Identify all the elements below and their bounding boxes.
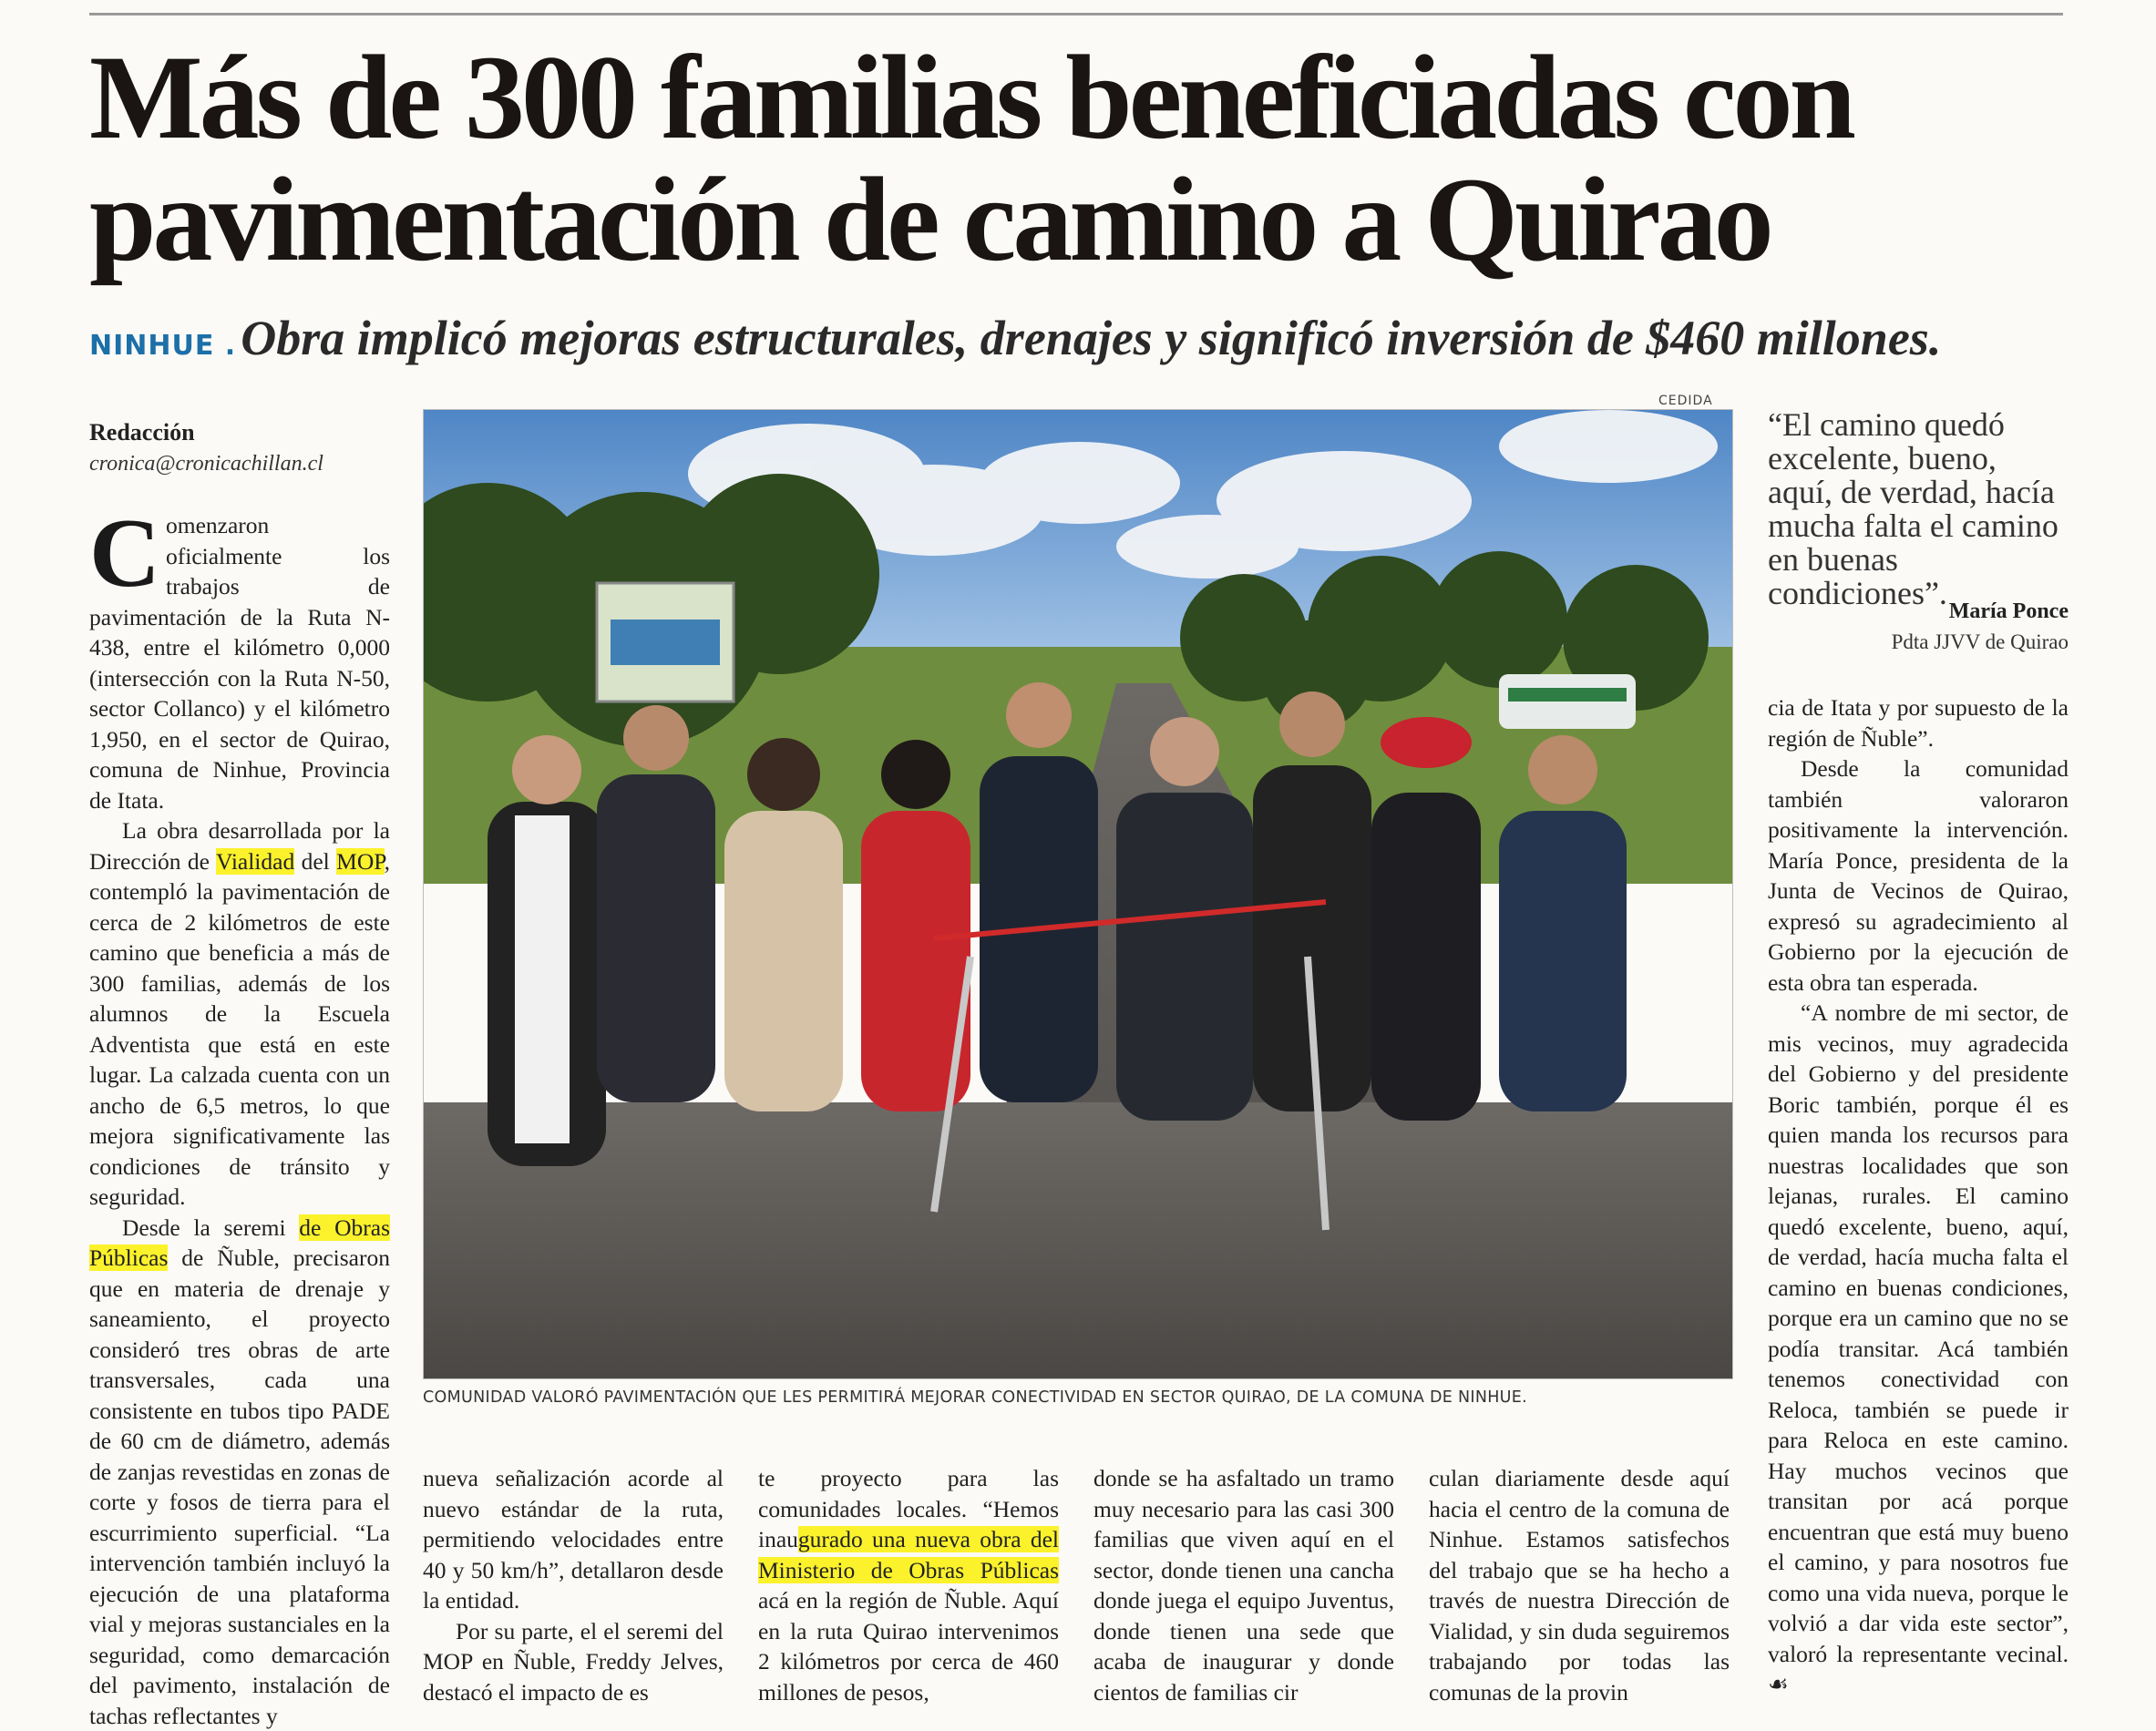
highlight-ministerio: gurado una nueva obra del Ministerio de Obras Públicas <box>758 1526 1059 1583</box>
byline-email[interactable]: cronica@cronicachillan.cl <box>89 452 399 476</box>
top-rule <box>89 13 2063 15</box>
column-3 <box>758 1463 1059 1707</box>
byline-name: Redacción <box>89 419 399 446</box>
highlight-obras-publicas: de Obras Públicas <box>89 1214 390 1272</box>
pull-quote: “El camino quedó excelente, bueno, aquí, de verdad, hacía mucha falta el camino en buenas condiciones”. <box>1768 408 2069 610</box>
pull-quote-role: Pdta JJVV de Quirao <box>1768 630 2069 654</box>
dek: Obra implicó mejoras estructurales, drenajes y significó inversión de $460 millones. <box>241 311 1941 365</box>
byline <box>89 419 399 476</box>
column-4 <box>1093 1463 1394 1707</box>
paragraph-c4-1: donde se ha asfaltado un tramo muy necesario para las casi 300 familias que viven aquí en el sector, donde tienen una cancha donde juega el equipo Juventus, donde tienen una sede que acaba de inaugurar y donde cientos de familias cir <box>1093 1463 1394 1707</box>
photo-illustration <box>424 410 1732 1378</box>
pull-quote-name: María Ponce <box>1768 599 2069 624</box>
paragraph-3: Desde la seremi de Obras Públicas de Ñuble, precisaron que en materia de drenaje y saneamiento, el proyecto consideró tres obras de arte transversales, cada una consistente en tubos tipo PADE de 60 cm de diámetro, además de zanjas revestidas en zonas de corte y fosos de tierra para el escurrimiento superficial. “La intervención también incluyó la ejecución de una plataforma vial y mejoras sustanciales en la seguridad, como demarcación del pavimento, instalación de tachas reflectantes y <box>89 1213 390 1731</box>
paragraph-1: Comenzaron oficialmente los trabajos de pavimentación de la Ruta N-438, entre el kilómetro 0,000 (intersección con la Ruta N-50, sector Collanco) y el kilómetro 1,950, en el sector de Quirao, comuna de Ninhue, Provincia de Itata. <box>89 510 390 815</box>
paragraph-c6-1: cia de Itata y por supuesto de la región de Ñuble”. <box>1768 692 2069 753</box>
column-1 <box>89 510 390 1731</box>
headline: Más de 300 familias beneficiadas con pavimentación de camino a Quirao <box>89 36 2076 281</box>
paragraph-c2-1: nueva señalización acorde al nuevo estándar de la ruta, permitiendo velocidades entre 40 y 50 km/h”, detallaron desde la entidad. <box>423 1463 724 1616</box>
highlight-mop: MOP <box>336 848 384 875</box>
paragraph-c5-1: culan diariamente desde aquí hacia el centro de la comuna de Ninhue. Estamos satisfechos del trabajo que se ha hecho a través de nuestra Dirección de Vialidad, y sin duda seguiremos trabajando por todas las comunas de la provin <box>1429 1463 1730 1707</box>
paragraph-c2-2: Por su parte, el el seremi del MOP en Ñuble, Freddy Jelves, destacó el impacto de es <box>423 1616 724 1708</box>
paragraph-c6-3: “A nombre de mi sector, de mis vecinos, muy agradecida del Gobierno y del presidente Boric también, porque él es quien manda los recursos para nuestras localidades que son lejanas, rurales. El camino quedó excelente, bueno, aquí, de verdad, hacía mucha falta el camino en buenas condiciones, porque era un camino que no se podía transitar. Acá también tenemos conectividad con Reloca, también se puede ir para Reloca en este camino. Hay muchos vecinos que transitan por acá porque encuentran que está muy bueno el camino, y para nosotros fue como una vida nueva, porque le volvió a dar vida este sector”, valoró la representante vecinal. ☙ <box>1768 998 2069 1700</box>
subhead <box>89 310 2094 366</box>
paragraph-c3-1: te proyecto para las comunidades locales. “Hemos inaugurado una nueva obra del Ministerio de Obras Públicas acá en la región de Ñuble. Aquí en la ruta Quirao intervenimos 2 kilómetros por cerca de 460 millones de pesos, <box>758 1463 1059 1707</box>
photo-caption: COMUNIDAD VALORÓ PAVIMENTACIÓN QUE LES PERMITIRÁ MEJORAR CONECTIVIDAD EN SECTOR QUIRAO, DE LA COMUNA DE NINHUE. <box>423 1388 1735 1407</box>
column-5 <box>1429 1463 1730 1707</box>
drop-cap: C <box>89 510 166 592</box>
photo-credit: CEDIDA <box>1658 394 1713 408</box>
column-6 <box>1768 692 2069 1700</box>
paragraph-c6-2: Desde la comunidad también valoraron positivamente la intervención. María Ponce, presidenta de la Junta de Vecinos de Quirao, expresó su agradecimiento al Gobierno por la ejecución de esta obra tan esperada. <box>1768 753 2069 998</box>
column-2 <box>423 1463 724 1707</box>
kicker: NINHUE . <box>89 330 236 362</box>
paragraph-2: La obra desarrollada por la Dirección de Vialidad del MOP, contempló la pavimentación de cerca de 2 kilómetros de este camino que beneficia a más de 300 familias, además de los alumnos de la Escuela Adventista que está en este lugar. La calzada cuenta con un ancho de 6,5 metros, lo que mejora significativamente las condiciones de tránsito y seguridad. <box>89 815 390 1213</box>
highlight-vialidad: Vialidad <box>216 848 294 875</box>
article-photo <box>423 409 1733 1379</box>
